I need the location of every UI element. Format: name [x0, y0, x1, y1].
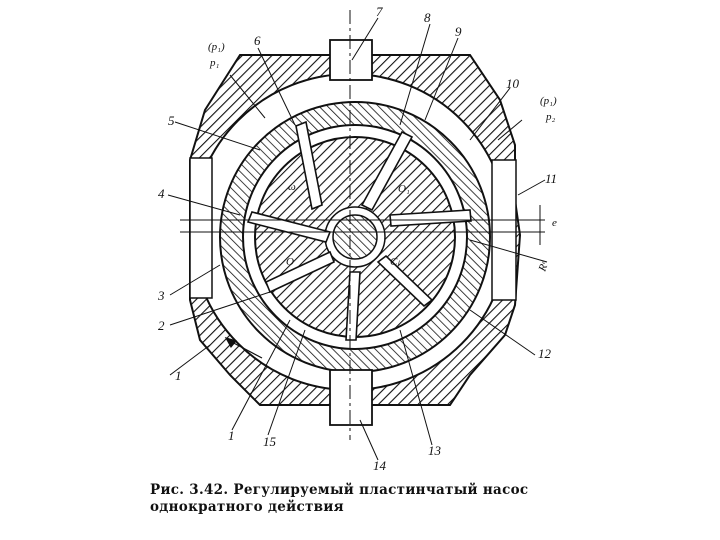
label-5: 5 [168, 113, 175, 128]
label-6: 6 [254, 33, 261, 48]
label-o1: O₁ [398, 183, 410, 195]
label-o: O [286, 256, 294, 268]
label-9: 9 [455, 24, 462, 39]
label-e: e [552, 217, 557, 229]
label-7: 7 [376, 4, 383, 19]
caption-line-1: Рис. 3.42. Регулируемый пластинчатый насос [150, 482, 529, 498]
label-13: 13 [428, 443, 441, 458]
label-omega: ω [288, 181, 296, 193]
label-p1-paren: (p₁) [208, 41, 225, 53]
label-8: 8 [424, 10, 431, 25]
figure-caption [150, 482, 590, 516]
label-cl: Cₗ [390, 256, 400, 268]
label-11: 11 [545, 171, 558, 186]
label-3: 3 [158, 288, 165, 303]
label-1-lower: 1 [175, 368, 182, 383]
label-12: 12 [538, 346, 551, 361]
label-re: Rᵉ [536, 259, 552, 274]
label-4: 4 [158, 186, 165, 201]
label-14: 14 [373, 458, 386, 473]
caption-line-2: однократного действия [150, 499, 344, 515]
label-1: 1 [228, 428, 235, 443]
label-p1: p₁ [210, 57, 220, 69]
label-2: 2 [158, 318, 165, 333]
label-p1-paren-right: (p₁) [540, 95, 557, 107]
label-10: 10 [506, 76, 519, 91]
label-p2: p₂ [546, 111, 556, 123]
label-15: 15 [263, 434, 276, 449]
